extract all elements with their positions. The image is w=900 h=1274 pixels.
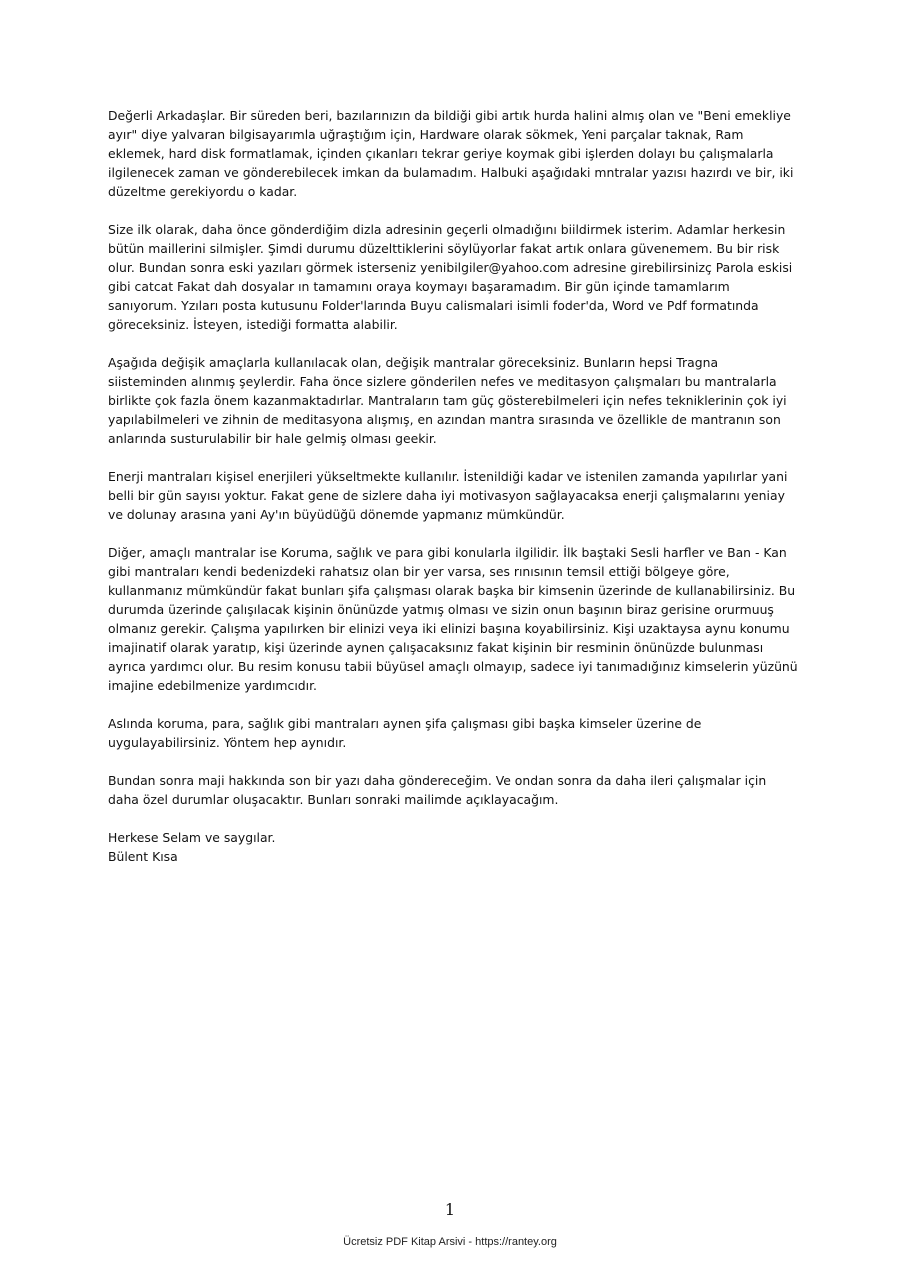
paragraph-6: Aslında koruma, para, sağlık gibi mantraları aynen şifa çalışması gibi başka kimseler üzerine de uygulayabilirsiniz. Yöntem hep aynıdır. — [108, 716, 702, 750]
page-number: 1 — [444, 1200, 456, 1219]
letter-body — [108, 106, 800, 866]
footer-text: Ücretsiz PDF Kitap Arsivi - https://rantey.org — [343, 1236, 557, 1248]
closing-line: Herkese Selam ve saygılar. — [108, 830, 276, 845]
paragraph-1: Değerli Arkadaşlar. Bir süreden beri, bazılarınızın da bildiği gibi artık hurda halini almış olan ve "Beni emekliye ayır" diye yalvaran bilgisayarımla uğraştığım için, Hardware olarak sökmek, Yeni parçalar taknak, Ram eklemek, hard disk formatlamak, içinden çıkanları tekrar geriye koymak gibi işlerden dolayı bu çalışmalarla ilgilenecek zaman ve gönderebilecek imkan da bulamadım. Halbuki aşağıdaki mntralar yazısı hazırdı ve bir, iki düzeltme gerekiyordu o kadar. — [108, 108, 794, 199]
paragraph-5: Diğer, amaçlı mantralar ise Koruma, sağlık ve para gibi konularla ilgilidir. İlk baştaki Sesli harfler ve Ban - Kan gibi mantraları kendi bedenizdeki rahatsız olan bir yer varsa, ses rınısının temsil ettiği bölgeye göre, kullanmanız mümkündür fakat bunları şifa çalışması olarak başka bir kimsenin üzerinde de kullanabilirsiniz. Bu durumda üzerinde çalışılacak kişinin önünüzde yatmış olması ve sizin onun başının biraz gerisine orurmuuş olmanız gerekir. Çalışma yapılırken bir elinizi veya iki elinizi başına koyabilirsiniz. Kişi uzaktaysa aynu konumu imajinatif olarak yaratıp, kişi üzerinde aynen çalışacaksınız fakat kişinin bir resminin önünüzde bulunması ayrıca yardımcı olur. Bu resim konusu tabii büyüsel amaçlı olmayıp, sadece iyi tanımadığınız kimselerin yüzünü imajine edebilmenize yardımcıdır. — [108, 545, 798, 693]
paragraph-2: Size ilk olarak, daha önce gönderdiğim dizla adresinin geçerli olmadığını biildirmek isterim. Adamlar herkesin bütün maillerini silmişler. Şimdi durumu düzelttiklerini söylüyorlar fakat artık onlara güvenemem. Bu bir risk olur. Bundan sonra eski yazıları görmek isterseniz yenibilgiler@yahoo.com adresine girebilirsinizç Parola eskisi gibi catcat Fakat dah dosyalar ın tamamını oraya koymayı başaramadım. Bir gün içinde tamamlarım sanıyorum. Yzıları posta kutusunu Folder'larında Buyu calismalari isimli foder'da, Word ve Pdf formatında göreceksiniz. İsteyen, istediği formatta alabilir. — [108, 222, 793, 332]
paragraph-7: Bundan sonra maji hakkında son bir yazı daha göndereceğim. Ve ondan sonra da daha ileri çalışmalar için daha özel durumlar oluşacaktır. Bunları sonraki mailimde açıklayacağım. — [108, 773, 767, 807]
signature: Bülent Kısa — [108, 849, 178, 864]
paragraph-3: Aşağıda değişik amaçlarla kullanılacak olan, değişik mantralar göreceksiniz. Bunların hepsi Tragna siisteminden alınmış şeylerdir. Faha önce sizlere gönderilen nefes ve meditasyon çalışmaları bu mantralarla birlikte çok fazla önem kazanmaktadırlar. Mantraların tam güç gösterebilmeleri için nefes tekniklerinin çok iyi yapılabilmeleri ve zihnin de meditasyona alışmış, en azından mantra sırasında ve özellikle de mantranın son anlarında susturulabilir bir hale gelmiş olması geekir. — [108, 355, 787, 446]
paragraph-4: Enerji mantraları kişisel enerjileri yükseltmekte kullanılır. İstenildiği kadar ve istenilen zamanda yapılırlar yani belli bir gün sayısı yoktur. Fakat gene de sizlere daha iyi motivasyon sağlayacaksa enerji çalışmalarını yeniay ve dolunay arasına yani Ay'ın büyüdüğü dönemde yapmanız mümkündür. — [108, 469, 788, 522]
